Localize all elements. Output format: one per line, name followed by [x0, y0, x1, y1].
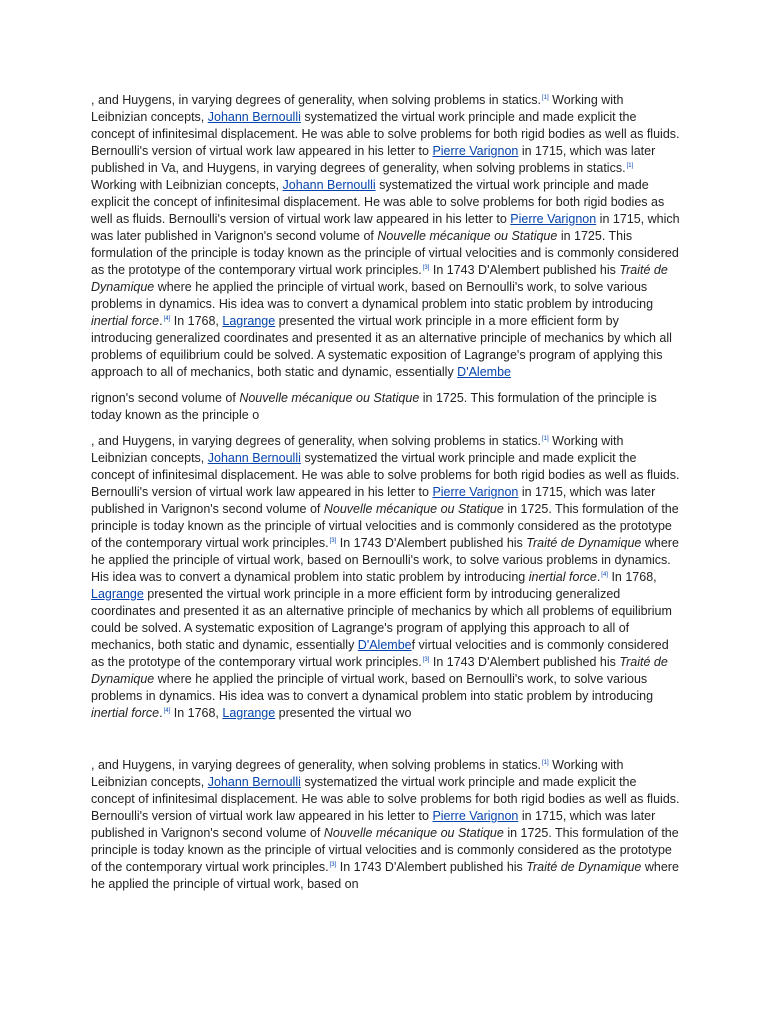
link-johann-bernoulli[interactable]: Johann Bernoulli	[207, 775, 301, 789]
link-pierre-varignon[interactable]: Pierre Varignon	[432, 485, 519, 499]
link-johann-bernoulli[interactable]: Johann Bernoulli	[207, 451, 301, 465]
citation-ref[interactable]: [1]	[542, 95, 549, 101]
link-lagrange[interactable]: Lagrange	[222, 706, 276, 720]
link-lagrange[interactable]: Lagrange	[222, 314, 276, 328]
citation-ref[interactable]: [1]	[626, 163, 634, 169]
document-page	[91, 92, 681, 902]
citation-ref[interactable]: [4]	[163, 316, 171, 322]
link-dalembert[interactable]: D'Alembe	[457, 365, 511, 379]
link-dalembert[interactable]: D'Alembe	[357, 638, 412, 652]
link-pierre-varignon[interactable]: Pierre Varignon	[510, 212, 597, 226]
link-johann-bernoulli[interactable]: Johann Bernoulli	[207, 110, 301, 124]
paragraph-3: , and Huygens, in varying degrees of generality, when solving problems in statics.[1] Working with Leibnizian concepts, Johann Bernoulli systematized the virtual work principle and made explicit the concept of infinitesimal displacement. He was able to solve problems for both rigid bodies as well as fluids. Bernoulli's version of virtual work law appeared in his letter to Pierre Varignon in 1715, which was later published in Varignon's second volume of Nouvelle mécanique ou Statique in 1725. This formulation of the principle is today known as the principle of virtual velocities and is commonly considered as the prototype of the contemporary virtual work principles.[3] In 1743 D'Alembert published his Traité de Dynamique where he applied the principle of virtual work, based on Bernoulli's work, to solve various problems in dynamics. His idea was to convert a dynamical problem into static problem by introducing inertial force.[4] In 1768, Lagrange presented the virtual work principle in a more efficient form by introducing generalized coordinates and presented it as an alternative principle of mechanics by which all problems of equilibrium could be solved. A systematic exposition of Lagrange's program of applying this approach to all of mechanics, both static and dynamic, essentially D'Alembef virtual velocities and is commonly considered as the prototype of the contemporary virtual work principles.[3] In 1743 D'Alembert published his Traité de Dynamique where he applied the principle of virtual work, based on Bernoulli's work, to solve various problems in dynamics. His idea was to convert a dynamical problem into static problem by introducing inertial force.[4] In 1768, Lagrange presented the virtual wo	[91, 434, 680, 720]
link-lagrange[interactable]: Lagrange	[91, 587, 144, 601]
link-pierre-varignon[interactable]: Pierre Varignon	[432, 144, 519, 158]
paragraph-2: rignon's second volume of Nouvelle mécanique ou Statique in 1725. This formulation of the principle is today known as the principle o	[91, 391, 657, 422]
link-johann-bernoulli[interactable]: Johann Bernoulli	[282, 178, 376, 192]
paragraph-1: , and Huygens, in varying degrees of generality, when solving problems in statics.[1] Working with Leibnizian concepts, Johann Bernoulli systematized the virtual work principle and made explicit the concept of infinitesimal displacement. He was able to solve problems for both rigid bodies as well as fluids. Bernoulli's version of virtual work law appeared in his letter to Pierre Varignon in 1715, which was later published in Va, and Huygens, in varying degrees of generality, when solving problems in statics.[1] Working with Leibnizian concepts, Johann Bernoulli systematized the virtual work principle and made explicit the concept of infinitesimal displacement. He was able to solve problems for both rigid bodies as well as fluids. Bernoulli's version of virtual work law appeared in his letter to Pierre Varignon in 1715, which was later published in Varignon's second volume of Nouvelle mécanique ou Statique in 1725. This formulation of the principle is today known as the principle of virtual velocities and is commonly considered as the prototype of the contemporary virtual work principles.[3] In 1743 D'Alembert published his Traité de Dynamique where he applied the principle of virtual work, based on Bernoulli's work, to solve various problems in dynamics. His idea was to convert a dynamical problem into static problem by introducing inertial force.[4] In 1768, Lagrange presented the virtual work principle in a more efficient form by introducing generalized coordinates and presented it as an alternative principle of mechanics by which all problems of equilibrium could be solved. A systematic exposition of Lagrange's program of applying this approach to all of mechanics, both static and dynamic, essentially D'Alembe	[91, 93, 680, 379]
citation-ref[interactable]: [4]	[601, 572, 608, 578]
citation-ref[interactable]: [3]	[329, 538, 337, 544]
citation-ref[interactable]: [3]	[329, 862, 337, 868]
citation-ref[interactable]: [3]	[422, 265, 430, 271]
link-pierre-varignon[interactable]: Pierre Varignon	[432, 809, 519, 823]
citation-ref[interactable]: [1]	[542, 760, 549, 766]
citation-ref[interactable]: [3]	[422, 657, 430, 663]
paragraph-4: , and Huygens, in varying degrees of generality, when solving problems in statics.[1] Working with Leibnizian concepts, Johann Bernoulli systematized the virtual work principle and made explicit the concept of infinitesimal displacement. He was able to solve problems for both rigid bodies as well as fluids. Bernoulli's version of virtual work law appeared in his letter to Pierre Varignon in 1715, which was later published in Varignon's second volume of Nouvelle mécanique ou Statique in 1725. This formulation of the principle is today known as the principle of virtual velocities and is commonly considered as the prototype of the contemporary virtual work principles.[3] In 1743 D'Alembert published his Traité de Dynamique where he applied the principle of virtual work, based on	[91, 758, 680, 891]
citation-ref[interactable]: [1]	[542, 436, 549, 442]
citation-ref[interactable]: [4]	[163, 708, 171, 714]
